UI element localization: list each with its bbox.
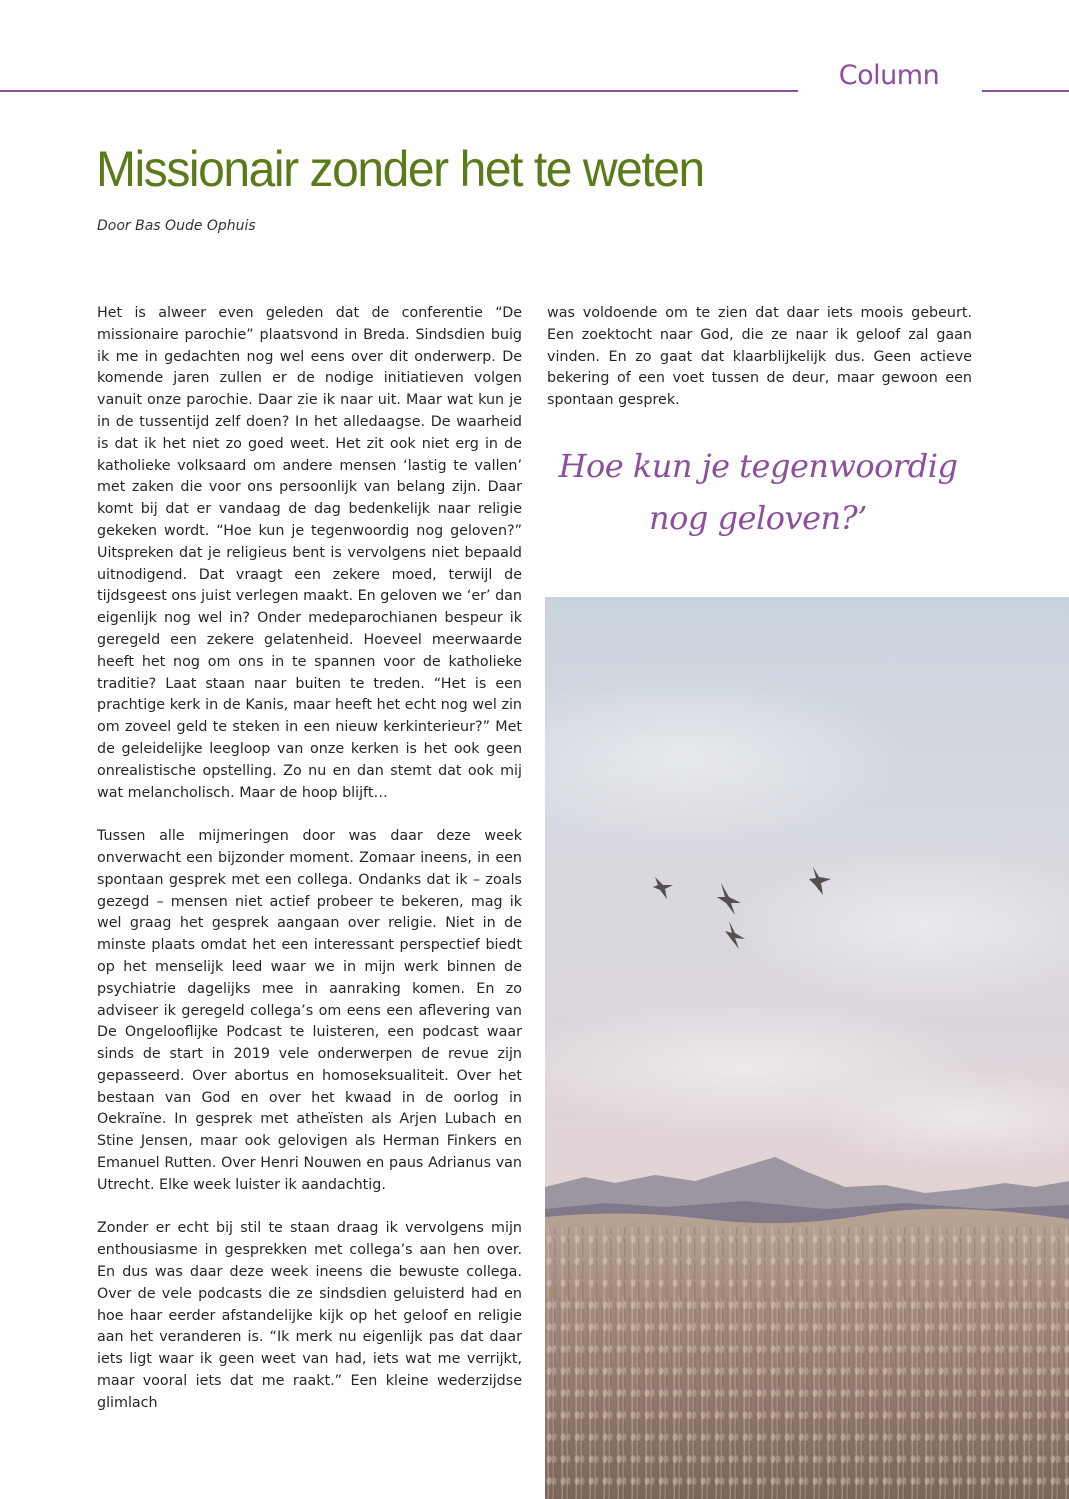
paragraph-2: Tussen alle mijmeringen door was daar deze week onverwacht een bijzonder moment. Zomaar ineens, in een spontaan gesprek met een collega. Ondanks dat ik – zoals gezegd – mensen niet actief probeer te bekeren, mag ik wel graag het gesprek aangaan over religie. Niet in de minste plaats omdat het een interessant perspectief biedt op het menselijk leed waar we in mijn werk binnen de psychiatrie dagelijks mee in aanraking komen. En zo adviseer ik geregeld collega’s om eens een aflevering van De Ongelooflijke Podcast te luisteren, een podcast waar sinds de start in 2019 vele onderwerpen de revue zijn gepasseerd. Over abortus en homoseksualiteit. Over het bestaan van God en over het kwaad in de oorlog in Oekraïne. In gesprek met atheïsten als Arjen Lubach en Stine Jensen, maar ook gelovigen als Herman Finkers en Emanuel Rutten. Over Henri Nouwen en paus Adrianus van Utrecht. Elke week luister ik aandachtig. <box>97 828 522 1193</box>
paragraph-4: was voldoende om te zien dat daar iets moois gebeurt. Een zoektocht naar God, die ze naar ik geloof zal gaan vinden. En zo gaat dat klaarblijkelijk dus. Geen actieve bekering of een voet tussen de deur, maar gewoon een spontaan gesprek. <box>547 305 972 409</box>
landscape-photo-illustration <box>545 597 1069 1499</box>
paragraph-3: Zonder er echt bij stil te staan draag ik vervolgens mijn enthousiasme in gesprekken met collega’s aan hen over. En dus was daar deze week ineens die bewuste collega. Over de vele podcasts die ze sindsdien geluisterd had en hoe haar eerder afstandelijke kijk op het geloof en religie aan het veranderen is. “Ik merk nu eigenlijk pas dat daar iets ligt waar ik geen weet van had, iets wat me verrijkt, maar vooral iets dat me raakt.” Een kleine wederzijdse glimlach <box>97 1220 522 1411</box>
pull-quote <box>548 440 968 544</box>
pull-quote-line-2: nog geloven?’ <box>649 499 867 537</box>
article-title: Missionair zonder het te weten <box>96 141 704 197</box>
article-byline: Door Bas Oude Ophuis <box>97 218 256 234</box>
article-column-right <box>547 303 972 434</box>
section-label: Column <box>838 60 940 91</box>
header-rule-left <box>0 90 798 92</box>
header-rule-right <box>982 90 1069 92</box>
paragraph-1: Het is alweer even geleden dat de conferentie “De missionaire parochie” plaatsvond in Breda. Sindsdien buig ik me in gedachten nog wel eens over dit onderwerp. De komende jaren zullen er de nodige initiatieven volgen vanuit onze parochie. Daar zie ik naar uit. Maar wat kun je in de tussentijd zelf doen? In het alledaagse. De waarheid is dat ik het niet zo goed weet. Het zit ook niet erg in de katholieke volksaard om andere mensen ‘lastig te vallen’ met zaken die voor ons persoonlijk van belang zijn. Daar komt bij dat er vandaag de dag bedenkelijk naar religie gekeken wordt. “Hoe kun je tegenwoordig nog geloven?” Uitspreken dat je religieus bent is vervolgens niet bepaald uitnodigend. Dat vraagt een zekere moed, terwijl de tijdsgeest ons juist verlegen maakt. En geloven we ‘er’ dan eigenlijk nog wel in? Onder medeparochianen bespeur ik geregeld een zekere gelatenheid. Hoeveel meerwaarde heeft het nog om ons in te spannen voor de katholieke traditie? Laat staan naar buiten te treden. “Het is een prachtige kerk in de Kanis, maar heeft het echt nog wel zin om zoveel geld te steken in een nieuw kerkinterieur?” Met de geleidelijke leegloop van onze kerken is het ook geen onrealistische opstelling. Zo nu en dan stemt dat ook mij wat melancholisch. Maar de hoop blijft… <box>97 305 522 801</box>
landscape-photo <box>545 597 1069 1499</box>
pull-quote-line-1: Hoe kun je tegenwoordig <box>558 447 958 485</box>
article-column-left <box>97 303 522 1436</box>
